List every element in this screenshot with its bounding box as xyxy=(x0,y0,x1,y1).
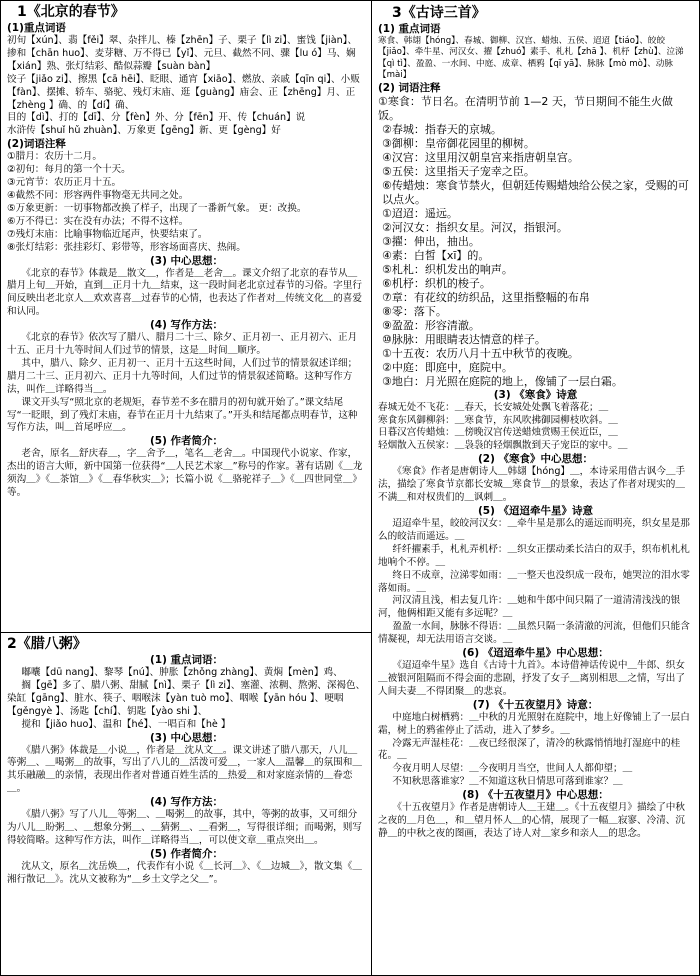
r-note: ②中庭：即庭中，庭院中。 xyxy=(382,360,513,374)
shiwu-meaning-heading: (7) 《十五夜望月》诗意： xyxy=(472,698,599,711)
l1-idea-heading: (3) 中心思想： xyxy=(149,254,224,267)
l1-author-text: 老舍，原名＿舒庆春＿，字＿舍予＿，笔名＿老舍＿。中国现代小说家、作家，杰出的语言大师，新中国第一位获得“＿人民艺术家＿”称号的作家。著有话剧《＿龙须沟＿》《＿茶馆＿》《＿春华秋实＿》；长篇小说《＿骆驼祥子＿》《＿四世同堂＿》等。 xyxy=(7,448,363,499)
hanshi-line: 春城无处不飞花：＿春天，长安城处处飘飞着落花；＿ xyxy=(378,401,609,413)
shiwu-line: 不知秋思落谁家？＿不知道这秋日情思可落到谁家？＿ xyxy=(392,776,623,788)
r-note: ②春城：指春天的京城。 xyxy=(382,122,502,136)
l1-author-heading: (5) 作者简介： xyxy=(149,435,224,448)
tiao-idea-text: 《迢迢牵牛星》选自《古诗十九首》。本诗借神话传说中＿牛郎、织女＿被银河阻隔而不得会面的悲剧，抒发了女子＿离别相思＿之情，写出了人间夫妻＿不得团聚＿的悲哀。 xyxy=(378,660,685,697)
shiwu-idea-text: 《十五夜望月》作者是唐朝诗人＿王建＿。《十五夜望月》描绘了中秋之夜的＿月色＿，和＿望月怀人＿的心情，展现了一幅＿寂寥、冷清、沉静＿的中秋之夜的图画，表达了诗人对＿家乡和亲人＿的思念。 xyxy=(378,802,685,839)
left-column xyxy=(1,1,372,975)
r-note: ④汉宫：这里用汉朝皇宫来指唐朝皇宫。 xyxy=(382,150,579,164)
hanshi-idea-heading: (2) 《寒食》中心思想： xyxy=(477,453,594,466)
tiao-line: 河汉清且浅，相去复几许：＿她和牛郎中间只隔了一道清清浅浅的银河，他俩相距又能有多远呢？＿ xyxy=(378,595,681,620)
l1-writing-heading: (4) 写作方法： xyxy=(149,319,224,332)
hanshi-line: 轻烟散入五侯家：＿袅袅的轻烟飘散到天子宠臣的家中。＿ xyxy=(378,440,628,452)
l2-author-heading: (5) 作者简介： xyxy=(149,847,224,860)
r-note: ①迢迢：遥远。 xyxy=(382,206,458,220)
lesson-2-title: 2《腊八粥》 xyxy=(7,636,87,652)
r-note: ①寒食：节日名。在清明节前 1—2 天，节日期间不能生火做饭。 xyxy=(378,94,673,122)
r-note: ③御柳：皇帝御花园里的柳树。 xyxy=(382,136,535,150)
shiwu-line: 今夜月明人尽望：＿今夜明月当空，世间人人都仰望；＿ xyxy=(392,763,633,775)
r-note: ⑤札札：织机发出的响声。 xyxy=(382,262,513,276)
r-note: ④素：白皙【xī】的。 xyxy=(382,248,490,262)
l1-note: ⑦残灯末庙：比喻事物临近尾声，快要结束了。 xyxy=(7,228,208,240)
l1-vocab-line: 饺子【jiǎo zi】、擦黑【cā hēi】、眨眼、通宵【xiāo】、燃放、亲戚【qīn qi】、小贩【fàn】、摆摊、轿车、骆驼、残灯末庙、逛【guàng】庙会、正【zhēng】月、正【zhèng 】确、的【dí】确、 xyxy=(7,73,360,111)
shiwu-line: 冷露无声湿桂花：＿夜已经很深了，清冷的秋露悄悄地打湿庭中的桂花。＿ xyxy=(378,737,681,762)
right-column xyxy=(372,1,699,975)
lesson-2-box xyxy=(1,633,371,975)
l2-vocab-line: 搅和【jiǎo huo】、温和【hé】、一唱百和【hè 】 xyxy=(21,718,231,730)
l2-writing-text: 《腊八粥》写了八儿＿等粥＿、＿喝粥＿的故事，其中，等粥的故事，又可细分为八儿＿盼粥＿、＿想象分粥＿、＿猜粥＿、＿看粥＿，写得很详细；而喝粥，则写得较简略。这种写作方法，叫作＿详略得当＿，可以使文章＿重点突出＿。 xyxy=(7,809,362,846)
tiao-line: 迢迢牵牛星，皎皎河汉女：＿牵牛星是那么的遥远而明亮，织女星是那么的皎洁而遥远。＿ xyxy=(378,517,690,542)
r-notes-heading: (2) 词语注释 xyxy=(378,81,441,94)
tiao-line: 纤纤擢素手，札札弄机杼：＿织女正摆动柔长洁白的双手，织布机札札地响个不停。＿ xyxy=(378,543,690,568)
r-note: ⑩脉脉：用眼睛表达情意的样子。 xyxy=(382,332,546,346)
hanshi-meaning-heading: (3) 《寒食》诗意 xyxy=(493,388,578,401)
r-note: ①十五夜：农历八月十五中秋节的夜晚。 xyxy=(382,346,579,360)
l1-note: ①腊月：农历十二月。 xyxy=(7,151,102,163)
l1-note: ⑤万象更新：一切事物都改换了样子，出现了一番新气象。 更：改换。 xyxy=(7,202,307,214)
r-note: ⑨盈盈：形容清澈。 xyxy=(382,318,480,332)
tiao-idea-heading: (6) 《迢迢牵牛星》中心思想： xyxy=(462,647,609,660)
l2-author-text: 沈从文，原名＿沈岳焕＿，代表作有小说《＿长河＿》、《＿边城＿》，散文集《＿湘行散记＿》。沈从文被称为“＿乡土文学之父＿”。 xyxy=(7,860,362,885)
r-note: ⑤五侯：这里指天子宠幸之臣。 xyxy=(382,164,535,178)
hanshi-line: 日暮汉宫传蜡烛：＿傍晚汉宫传送蜡烛赏赐王侯近臣，＿ xyxy=(378,427,618,439)
tiao-line: 终日不成章，泣涕零如雨：＿一整天也没织成一段布，她哭泣的泪水零落如雨。＿ xyxy=(378,569,690,594)
shiwu-idea-heading: (8) 《十五夜望月》中心思想： xyxy=(462,789,609,802)
lesson-1-title: 1《北京的春节》 xyxy=(17,4,125,20)
hanshi-line: 寒食东风御柳斜：＿寒食节，东风吹拂御园柳枝吹斜。＿ xyxy=(378,414,618,426)
l2-idea-text: 《腊八粥》体裁是＿小说＿，作者是＿沈从文＿。课文讲述了腊八那天，八儿＿等粥＿、＿喝粥＿的故事，写出了八儿的＿活泼可爱＿，一家人＿温馨＿的氛围和＿其乐融融＿的亲情，表现出作者对普通百姓生活的＿热爱＿和对家庭亲情的＿眷恋＿。 xyxy=(7,744,362,795)
l1-note: ④截然不同：形容两件事物毫无共同之处。 xyxy=(7,189,189,201)
tiao-meaning-heading: (5) 《迢迢牵牛星》诗意 xyxy=(477,504,594,517)
hanshi-idea-text: 《寒食》作者是唐朝诗人＿韩翃【hóng】＿，本诗采用借古讽今＿手法，描绘了寒食节京都长安城＿寒食节＿的景象，表达了作者对现实的＿不满＿和对权贵们的＿讽刺＿。 xyxy=(378,466,686,504)
tiao-line: 盈盈一水间，脉脉不得语：＿虽然只隔一条清澈的河流，但他们只能含情凝视，却无法用语言交谈。＿ xyxy=(378,621,690,646)
l2-vocab-line: 嘟囔【dū nang】、黎琴【nú】、肿胀【zhǒng zhàng】、黄焖【mèn】鸡、 xyxy=(21,667,343,678)
l2-writing-heading: (4) 写作方法： xyxy=(149,796,224,809)
l1-vocab-line: 初旬【xún】、翡【fěi】翠、杂拌儿、榛【zhēn】子、栗子【lì zi】、蜜饯【jiàn】、掺和【chān huo】、麦芽糖、万不得已【yǐ】、元旦、截然不同、骤【lu ó】马、娴【xián】熟、张灯结彩、酷似蒜瓣【suàn bàn】 xyxy=(7,35,358,72)
l1-note: ②初旬：每月的第一个十天。 xyxy=(7,164,131,176)
r-note: ⑦章：有花纹的纺织品，这里指整幅的布帛 xyxy=(382,290,590,304)
r-note: ③地白：月光照在庭院的地上，像铺了一层白霜。 xyxy=(382,374,623,388)
l1-vocab-heading: (1)重点词语 xyxy=(7,22,66,34)
l1-vocab-line: 目的【dì】、打的【dī】、分【fèn】外、分【fēn】开、传【chuán】说 xyxy=(7,112,306,124)
l1-vocab-line: 水浒传【shuǐ hǔ zhuàn】、万象更【gēng】新、更【gèng】好 xyxy=(7,125,281,137)
l1-writing-para: 课文开头写“照北京的老规矩，春节差不多在腊月的初旬就开始了。”课文结尾写“一眨眼，到了残灯末庙，春节在正月十九结束了。”开头和结尾都点明春节，这种写作方法，叫＿首尾呼应＿。 xyxy=(7,396,358,434)
l1-idea-text: 《北京的春节》体裁是＿散文＿，作者是＿老舍＿。课文介绍了北京的春节从＿腊月上旬＿开始，直到＿正月十九＿结束，这一段时间老北京过春节的习俗。字里行间反映出老北京人＿欢欢喜喜＿过春节的心情，也表达了作者对＿传统文化＿的喜爱和认同。 xyxy=(7,267,362,318)
l2-idea-heading: (3) 中心思想： xyxy=(149,731,224,744)
l1-note: ⑥万不得已：实在没有办法；不得不这样。 xyxy=(7,215,189,227)
l1-notes-heading: (2)词语注释 xyxy=(7,138,66,151)
l1-writing-para: 其中，腊八、除夕、正月初一、正月十五这些时间，人们过节的情景叙述详细；腊月二十三、正月初六、正月十九等时间，人们过节的情景叙述简略。这种写作方法，叫作＿详略得当＿。 xyxy=(7,357,358,395)
shiwu-line: 中庭地白树栖鸦：＿中秋的月光照射在庭院中，地上好像铺上了一层白霜，树上的鸦雀停止了活动，进入了梦乡。＿ xyxy=(378,711,690,736)
r-note: ②河汉女：指织女星。河汉，指银河。 xyxy=(382,220,568,234)
l2-vocab-line: 搁【gē】多了、腊八粥、甜腻【nì】、栗子【lì zi】、塞灌、浓稠、熬粥、深褐色、染缸【gāng】、脏水、筷子、咽喉沫【yàn tuò mo】、咽喉【yān hóu 】、哽咽【gěngyè 】、汤匙【chí】、钥匙【yào shi 】、 xyxy=(7,679,366,717)
r-note: ⑥机杼：织机的梭子。 xyxy=(382,276,491,290)
lesson-3-title: 3《古诗三首》 xyxy=(392,5,486,21)
r-note: ⑧零：落下。 xyxy=(382,304,447,318)
r-vocab-text: 寒食、韩翃【hóng】、春城、御柳、汉宫、蜡烛、五侯、迢迢【tiáo】、皎皎【jiǎo】、牵牛星、河汉女、擢【zhuó】素手、札札【zhā 】、机杼【zhù】、泣涕【qì tì】、盈盈、一水间、中庭、成章、栖鸦【qī yā】、脉脉【mò mò】、动脉【mài】 xyxy=(378,36,684,81)
l1-note: ③元宵节：农历正月十五。 xyxy=(7,177,122,189)
r-note: ⑥传蜡烛：寒食节禁火，但朝廷传赐蜡烛给公侯之家，受赐的可以点火。 xyxy=(382,178,689,206)
l2-vocab-heading: (1) 重点词语： xyxy=(149,654,224,666)
l1-writing-para: 《北京的春节》依次写了腊八、腊月二十三、除夕、正月初一、正月初六、正月十五、正月十九等时间人们过节的情景，这是＿时间＿顺序。 xyxy=(7,332,358,357)
l1-note: ⑧张灯结彩：张挂彩灯、彩带等，形容场面喜庆、热闹。 xyxy=(7,241,246,253)
r-note: ③擢：伸出，抽出。 xyxy=(382,234,480,248)
r-vocab-heading: (1) 重点词语 xyxy=(378,23,441,35)
lesson-1-box xyxy=(1,1,371,633)
